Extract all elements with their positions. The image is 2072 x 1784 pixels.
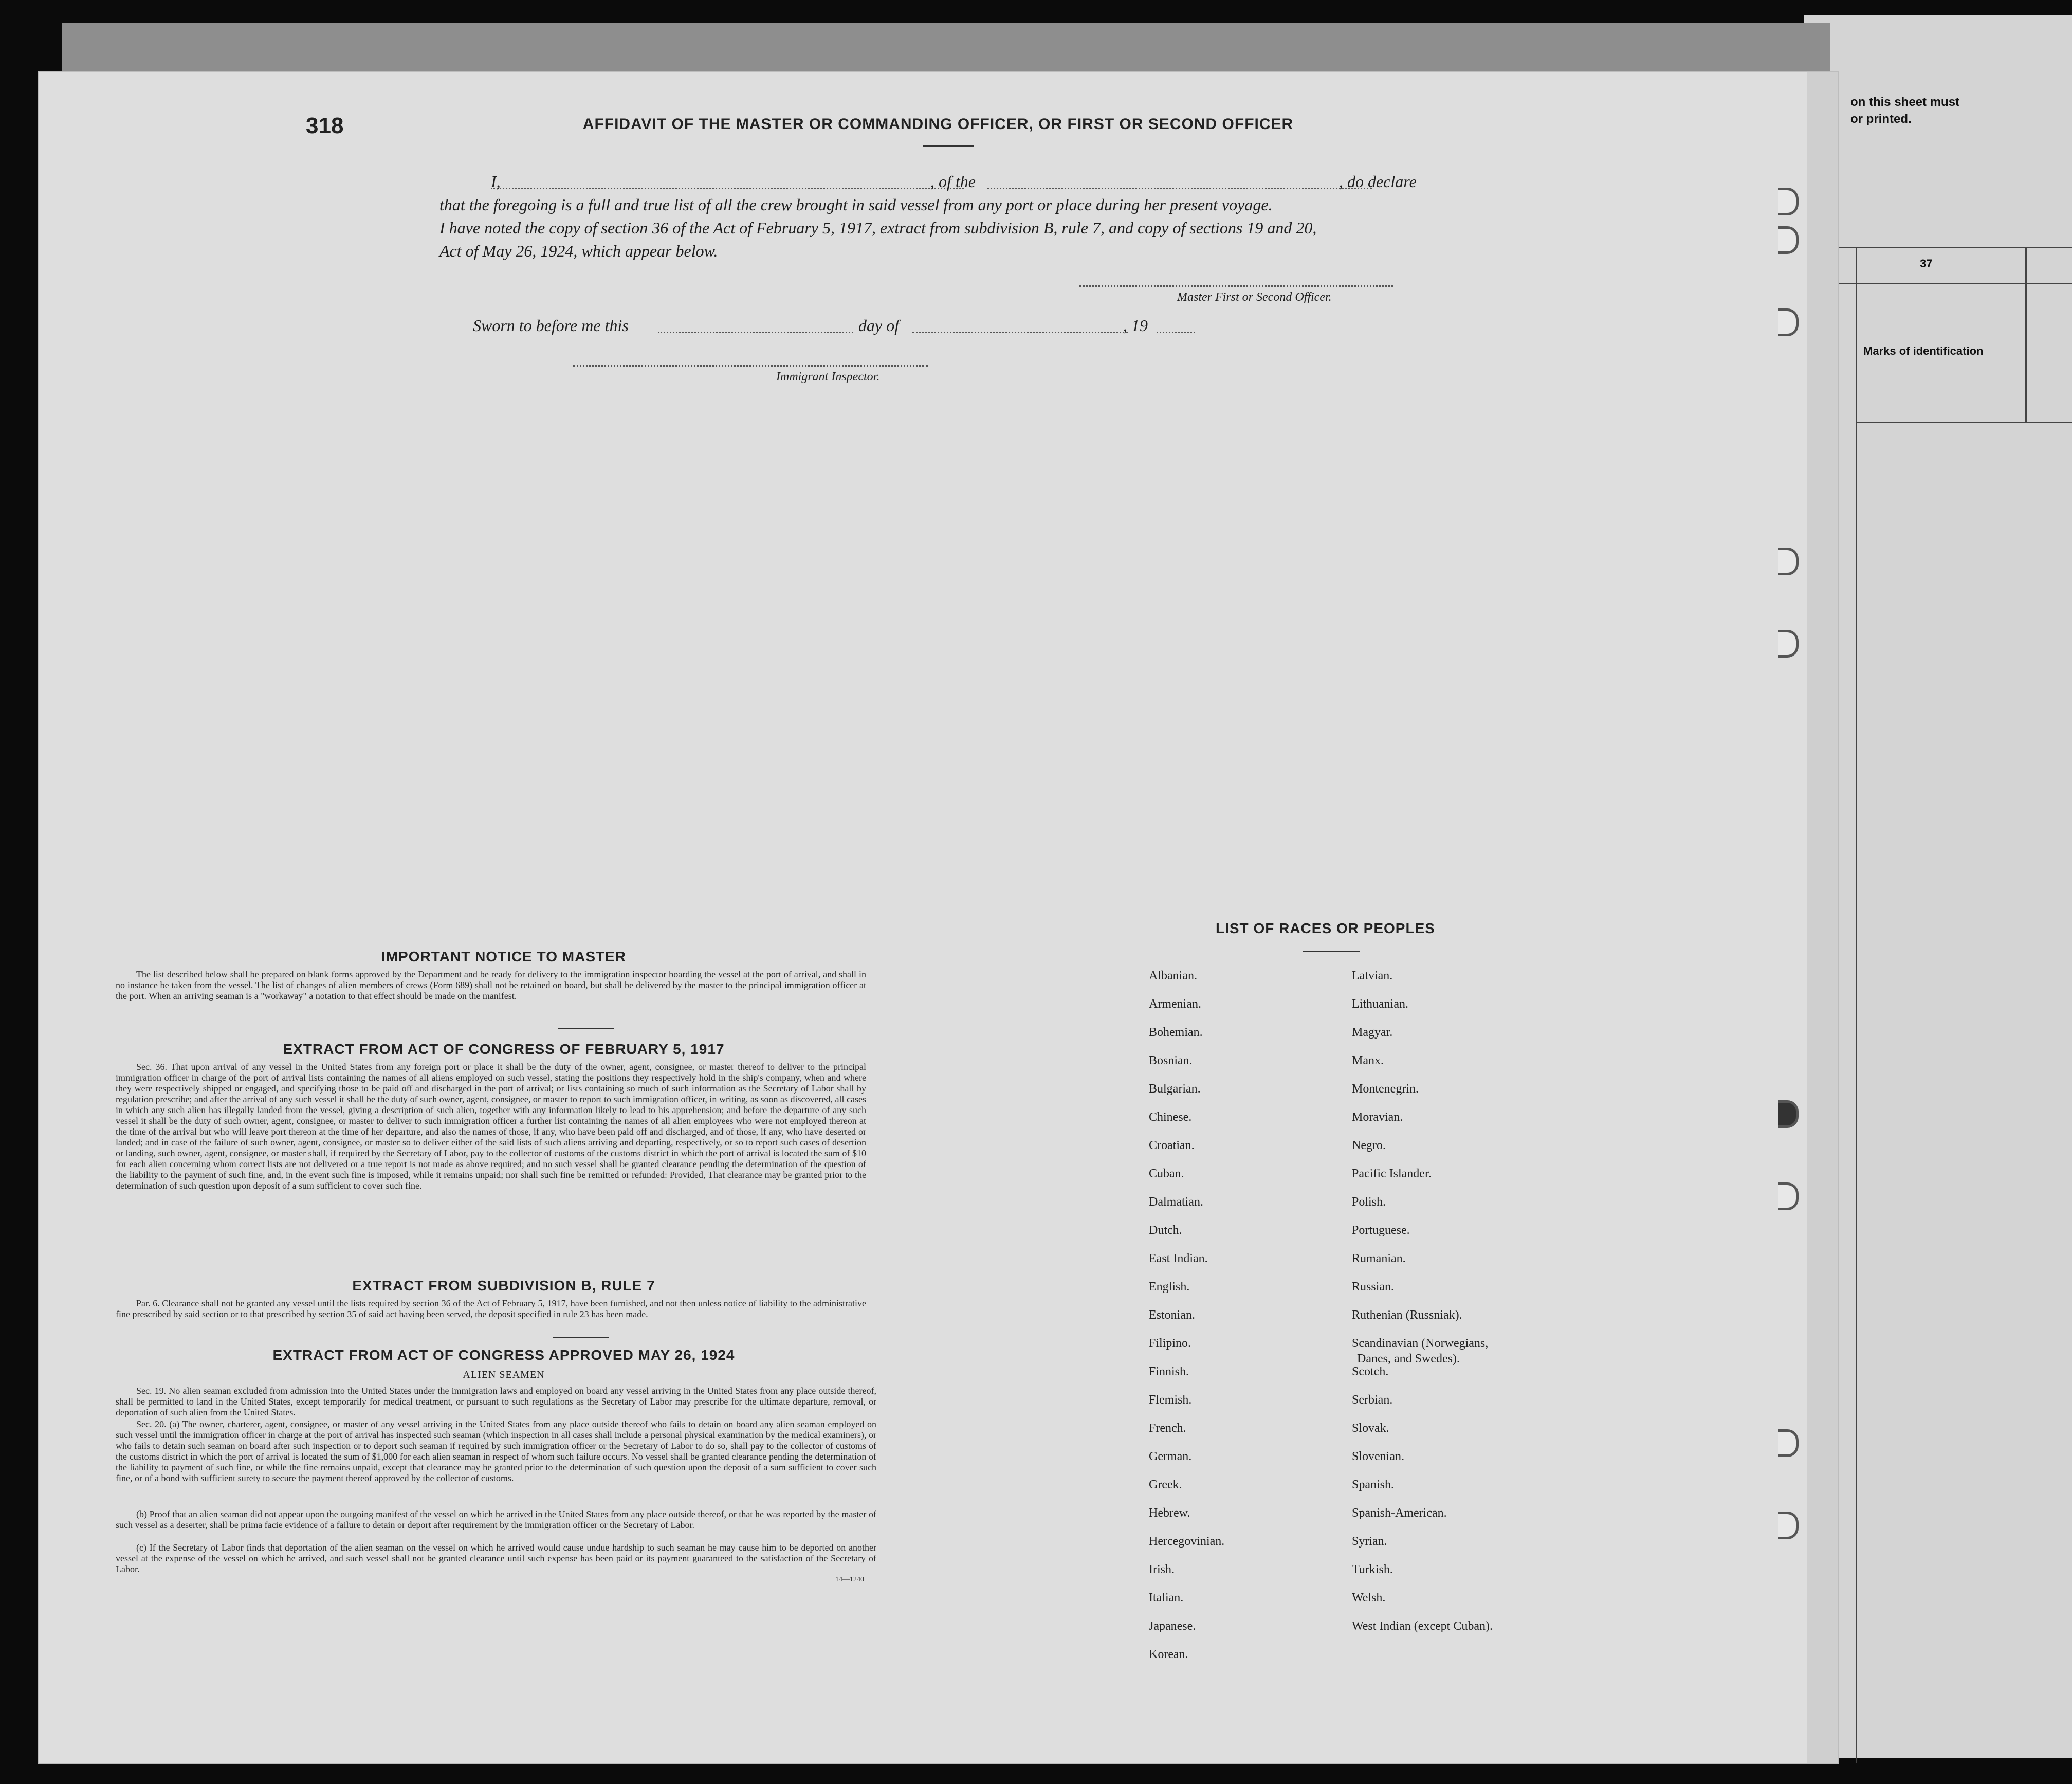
race-item: Montenegrin. xyxy=(1352,1082,1419,1096)
races-rule xyxy=(1303,951,1360,952)
race-item: Albanian. xyxy=(1149,969,1197,982)
table-column-rule xyxy=(1856,247,1857,1763)
marks-of-identification-header: Marks of identification xyxy=(1863,344,1984,357)
section-rule xyxy=(558,1028,614,1029)
binder-hole xyxy=(1778,1100,1799,1128)
extract3-sec20c: (c) If the Secretary of Labor finds that deportation of the alien seaman on the vessel on which he arrived would cause undue hardship to such seaman he may cause him to be deported on another vessel at the expense of the vessel on which he arrived, and such vessel shall not be granted clearance until such expense has been paid or its payment guaranteed to the satisfaction of the Secretary of Labor. xyxy=(116,1542,876,1574)
affidavit-title: AFFIDAVIT OF THE MASTER OR COMMANDING OFFICER, OR FIRST OR SECOND OFFICER xyxy=(582,116,1294,133)
race-item: Moravian. xyxy=(1352,1111,1403,1124)
race-item: Scandinavian (Norwegians, xyxy=(1352,1337,1489,1350)
table-rule xyxy=(1856,422,2072,423)
race-item: Japanese. xyxy=(1149,1619,1196,1633)
extract2-title: EXTRACT FROM SUBDIVISION B, RULE 7 xyxy=(352,1278,655,1294)
extract3-sec20a: Sec. 20. (a) The owner, charterer, agent, consignee, or master of any vessel arriving in the United States from any place outside thereof who fails to detain on board any alien seaman employed on such vessel until the immigration officer in charge at the port of arrival has inspected such seaman (which inspection in all cases shall include a personal physical examination by the medical examiners), or who fails to detain such seaman on board after such inspection or to deport such seaman if required by such immigration officer or the Secretary of Labor to do so, shall pay to the collector of customs of the customs district in which the port of arrival is located the sum of $1,000 for each alien seaman in respect of whom such failure occurs. No vessel shall be granted clearance pending the determination of the liability to payment of such fine, or while the fine remains unpaid, except that clearance may be granted prior to the determination of such question upon the deposit of a sum sufficient to cover such fine, or of a bond with sufficient surety to secure the payment thereof approved by the collector of customs. xyxy=(116,1419,876,1483)
inspector-signature-blank xyxy=(573,365,928,367)
year-blank xyxy=(1157,332,1195,333)
binder-hole xyxy=(1778,630,1799,658)
title-rule xyxy=(923,145,974,147)
race-item: Hebrew. xyxy=(1149,1506,1190,1520)
affidavit-do-declare: , do declare xyxy=(1339,172,1417,191)
race-item: Finnish. xyxy=(1149,1365,1189,1378)
race-item: Spanish. xyxy=(1352,1478,1395,1491)
right-page-header-line2: or printed. xyxy=(1850,112,1912,126)
race-item: Estonian. xyxy=(1149,1308,1195,1322)
affidavit-of-the: , of the xyxy=(930,172,976,191)
race-item: Pacific Islander. xyxy=(1352,1167,1432,1180)
form-number: 14—1240 xyxy=(835,1576,864,1583)
race-item: Hercegovinian. xyxy=(1149,1535,1225,1548)
race-item: Bohemian. xyxy=(1149,1026,1203,1039)
race-item: Latvian. xyxy=(1352,969,1393,982)
race-item: Spanish-American. xyxy=(1352,1506,1447,1520)
extract3-sec19: Sec. 19. No alien seaman excluded from admission into the United States under the immigration laws and employed on board any vessel arriving in the United States from any place outside thereof, shall be permitted to land in the United States, except temporarily for medical treatment, or pursuant to such regulations as the Secretary of Labor may prescribe for the ultimate departure, removal, or deportation of such alien from the United States. xyxy=(116,1386,876,1417)
sworn-label: Sworn to before me this xyxy=(473,316,629,335)
page-number: 37 xyxy=(1920,257,1933,270)
affidavit-i-label: I, xyxy=(491,172,501,191)
stamp-number: 318 xyxy=(306,113,344,138)
notice-body: The list described below shall be prepared on blank forms approved by the Department and be ready for delivery to the immigration inspector boarding the vessel at the port of arrival, and shall in no instance be taken from the vessel. The list of changes of alien members of crews (Form 689) shall not be retained on board, but shall be delivered by the master to the principal immigration officer at the port. When an arriving seaman is a "workaway" a notation to that effect should be made on the manifest. xyxy=(116,969,866,1001)
sworn-day-blank xyxy=(658,332,853,333)
race-item: French. xyxy=(1149,1422,1186,1435)
race-item: Filipino. xyxy=(1149,1337,1191,1350)
month-blank xyxy=(912,332,1128,333)
race-item: Croatian. xyxy=(1149,1139,1195,1152)
race-item: Magyar. xyxy=(1352,1026,1393,1039)
race-item: Chinese. xyxy=(1149,1111,1192,1124)
race-item: Scotch. xyxy=(1352,1365,1389,1378)
master-signature-label: Master First or Second Officer. xyxy=(1177,290,1332,304)
race-item: Irish. xyxy=(1149,1563,1175,1576)
binder-hole xyxy=(1778,188,1799,215)
race-item: Russian. xyxy=(1352,1280,1395,1294)
extract3-subtitle: ALIEN SEAMEN xyxy=(463,1369,545,1380)
race-item: Danes, and Swedes). xyxy=(1357,1352,1460,1366)
section-rule xyxy=(553,1337,609,1338)
binder-hole xyxy=(1778,226,1799,254)
year-label: , 19 xyxy=(1123,316,1148,335)
affidavit-line3: I have noted the copy of section 36 of the Act of February 5, 1917, extract from subdivision B, rule 7, and copy of sections 19 and 20, xyxy=(439,219,1317,237)
race-item: Polish. xyxy=(1352,1195,1386,1209)
document-page xyxy=(39,72,1838,1763)
race-item: Dutch. xyxy=(1149,1224,1182,1237)
day-of-label: day of xyxy=(858,316,900,335)
race-item: Syrian. xyxy=(1352,1535,1387,1548)
race-item: Slovak. xyxy=(1352,1422,1389,1435)
race-item: Flemish. xyxy=(1149,1393,1192,1407)
binder-hole xyxy=(1778,1182,1799,1210)
race-item: Slovenian. xyxy=(1352,1450,1404,1463)
right-page-header-line1: on this sheet must xyxy=(1850,95,1960,109)
race-item: Rumanian. xyxy=(1352,1252,1406,1265)
race-item: Dalmatian. xyxy=(1149,1195,1203,1209)
notice-title: IMPORTANT NOTICE TO MASTER xyxy=(381,949,627,964)
extract2-body: Par. 6. Clearance shall not be granted any vessel until the lists required by section 36 of the Act of February 5, 1917, have been furnished, and not then unless notice of liability to the administrative fine prescribed by said section or to that prescribed by section 35 of said act having been served, the deposit specified in rule 23 has been made. xyxy=(116,1298,866,1319)
binder-hole xyxy=(1778,548,1799,575)
race-item: West Indian (except Cuban). xyxy=(1352,1619,1493,1633)
name-blank xyxy=(491,188,964,189)
race-item: Italian. xyxy=(1149,1591,1184,1605)
race-item: Ruthenian (Russniak). xyxy=(1352,1308,1462,1322)
extract3-title: EXTRACT FROM ACT OF CONGRESS APPROVED MAY 26, 1924 xyxy=(272,1347,735,1363)
binder-hole xyxy=(1778,308,1799,336)
race-item: Portuguese. xyxy=(1352,1224,1410,1237)
binder-hole xyxy=(1778,1429,1799,1457)
race-item: Korean. xyxy=(1149,1648,1188,1661)
affidavit-line4: Act of May 26, 1924, which appear below. xyxy=(439,242,718,260)
extract1-title: EXTRACT FROM ACT OF CONGRESS OF FEBRUARY 5, 1917 xyxy=(283,1041,725,1057)
race-item: Manx. xyxy=(1352,1054,1384,1067)
extract1-body: Sec. 36. That upon arrival of any vessel in the United States from any foreign port or place it shall be the duty of the owner, agent, consignee, or master thereof to deliver to the principal immigration officer in charge of the port of arrival lists containing the names of all aliens employed on such vessel, stating the positions they respectively hold in the ship's company, when and where they were respectively shipped or engaged, and specifying those to be paid off and discharged in the port of arrival; or lists containing so much of such information as the Secretary of Labor shall by regulation prescribe; and after the arrival of any such vessel it shall be the duty of such owner, agent, consignee, or master to report to such immigration officer, in writing, as soon as discovered, all cases in which any such alien has illegally landed from the vessel, giving a description of such alien, together with any information likely to lead to his apprehension; and before the departure of any such vessel it shall be the duty of such owner, agent, consignee, or master to deliver to such immigration officer a further list containing the names of all alien employees who were not employed thereon at the time of the arrival but who will leave port thereon at the time of her departure, and also the names of those, if any, who have been paid off and discharged, and of those, if any, who have deserted or landed; and in case of the failure of such owner, agent, consignee, or master so to deliver either of the said lists of such aliens arriving and departing, respectively, or so to report such cases of desertion or landing, such owner, agent, consignee, or master shall, if required by the Secretary of Labor, pay to the collector of customs of the customs district in which the port of arrival is located the sum of $10 for each alien concerning whom correct lists are not delivered or a true report is not made as above required; and no such vessel shall be granted clearance pending the determination of the question of the liability to the payment of such fine, and, in the event such fine is imposed, while it remains unpaid; nor shall such fine be remitted or refunded: Provided, That clearance may be granted prior to the determination of such question upon deposit of a sum sufficient to cover such fine. xyxy=(116,1062,866,1191)
race-item: Welsh. xyxy=(1352,1591,1386,1605)
race-item: Bosnian. xyxy=(1149,1054,1193,1067)
race-item: English. xyxy=(1149,1280,1190,1294)
table-column-rule xyxy=(2025,247,2027,422)
race-item: Turkish. xyxy=(1352,1563,1393,1576)
race-item: Cuban. xyxy=(1149,1167,1184,1180)
page-margin xyxy=(1807,72,1838,1763)
table-top-rule xyxy=(1804,247,2072,248)
race-item: Lithuanian. xyxy=(1352,997,1408,1011)
race-item: German. xyxy=(1149,1450,1192,1463)
inspector-label: Immigrant Inspector. xyxy=(776,370,880,384)
race-item: Greek. xyxy=(1149,1478,1182,1491)
extract3-sec20b: (b) Proof that an alien seaman did not appear upon the outgoing manifest of the vessel on which he arrived in the United States from any place outside thereof, or that he was reported by the master of such vessel as a deserter, shall be prima facie evidence of a failure to detain or deport after requirement by the immigration officer or the Secretary of Labor. xyxy=(116,1509,876,1530)
master-signature-blank xyxy=(1079,285,1393,287)
race-item: Bulgarian. xyxy=(1149,1082,1201,1096)
table-rule xyxy=(1804,283,2072,284)
race-item: Serbian. xyxy=(1352,1393,1393,1407)
vessel-blank xyxy=(987,188,1372,189)
race-item: Armenian. xyxy=(1149,997,1201,1011)
race-item: Negro. xyxy=(1352,1139,1386,1152)
races-title: LIST OF RACES OR PEOPLES xyxy=(1216,920,1435,936)
underlying-page xyxy=(1804,15,2072,1758)
binder-hole xyxy=(1778,1512,1799,1539)
affidavit-line2: that the foregoing is a full and true list of all the crew brought in said vessel from any port or place during her present voyage. xyxy=(439,195,1273,214)
race-item: East Indian. xyxy=(1149,1252,1208,1265)
